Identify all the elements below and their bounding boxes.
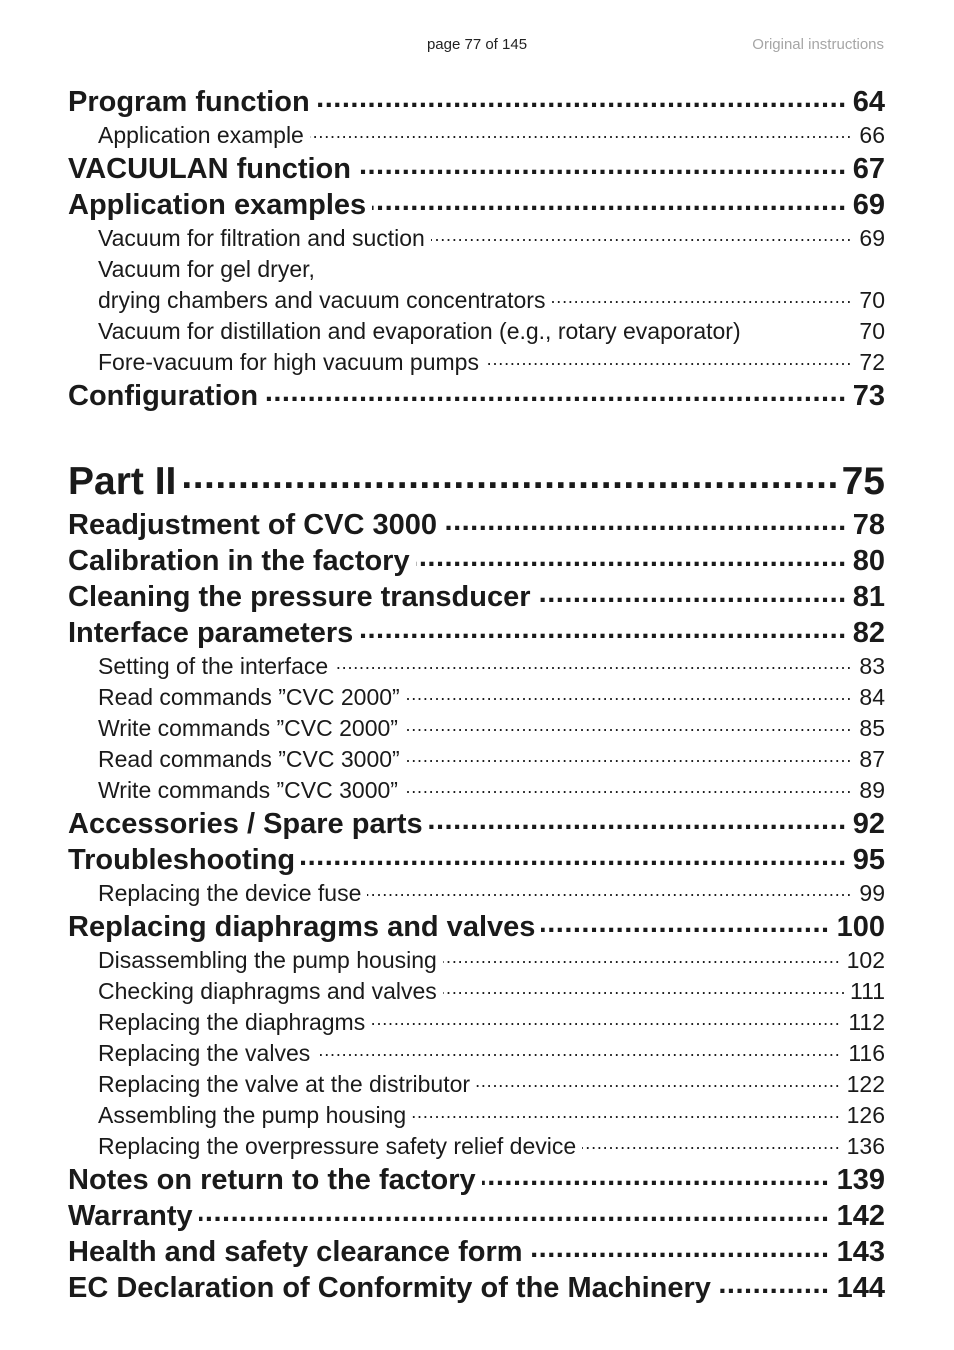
toc-entry-page: 69 [853,223,885,254]
toc-entry[interactable] [68,615,885,651]
toc-entry-page: 64 [847,84,885,120]
toc-entry[interactable] [68,842,885,878]
toc-entry-title: Replacing the diaphragms [98,1007,371,1038]
toc-entry-page: 70 [859,316,885,347]
toc-entry-page: 81 [847,579,885,615]
toc-entry[interactable] [68,1270,885,1306]
toc-subentry[interactable] [68,316,885,347]
toc-entry-title: Notes on return to the factory [68,1162,482,1198]
toc-entry-page: 72 [853,347,885,378]
toc-subentry[interactable] [68,285,885,316]
toc-entry-page: 85 [853,713,885,744]
toc-entry-page: 102 [841,945,885,976]
toc-entry-title: Troubleshooting [68,842,301,878]
toc-entry-page: 75 [836,457,885,507]
toc-entry-title: Vacuum for filtration and suction [98,223,431,254]
toc-entry-title: Read commands ”CVC 3000” [98,744,406,775]
toc-entry-title: Write commands ”CVC 3000” [98,775,404,806]
toc-entry[interactable] [68,187,885,223]
toc-entry-page: 78 [847,507,885,543]
toc-entry-title: VACUULAN function [68,151,357,187]
toc-entry[interactable] [68,84,885,120]
toc-subentry[interactable] [68,347,885,378]
toc-entry-title: Calibration in the factory [68,543,416,579]
toc-subentry[interactable] [68,744,885,775]
toc-entry-title: Disassembling the pump housing [98,945,443,976]
toc-entry-title: Part II [68,457,182,507]
toc-entry-page: 92 [847,806,885,842]
toc-subentry[interactable] [68,775,885,806]
toc-entry-title: Replacing the device fuse [98,878,367,909]
toc-entry-page: 66 [853,120,885,151]
toc-entry-title: Application examples [68,187,372,223]
toc-entry[interactable] [68,543,885,579]
toc-entry-page: 99 [853,878,885,909]
toc-entry[interactable] [68,378,885,414]
toc-entry-title: Write commands ”CVC 2000” [98,713,404,744]
toc-entry[interactable] [68,1234,885,1270]
toc-subentry[interactable] [68,1069,885,1100]
toc-entry-page: 136 [841,1131,885,1162]
toc-entry-title: Replacing the valve at the distributor [98,1069,476,1100]
toc-entry-page: 126 [841,1100,885,1131]
toc-entry[interactable] [68,507,885,543]
toc-entry-page: 80 [847,543,885,579]
toc-entry-page: 84 [853,682,885,713]
toc-entry-page: 112 [842,1007,885,1038]
toc-entry-page: 82 [847,615,885,651]
toc-entry-title: Checking diaphragms and valves [98,976,443,1007]
toc-entry-page: 142 [831,1198,885,1234]
toc-entry-page: 139 [831,1162,885,1198]
toc-entry-title: Cleaning the pressure transducer [68,579,537,615]
toc-entry-title: Replacing the valves [98,1038,316,1069]
toc-entry-title: Assembling the pump housing [98,1100,412,1131]
toc-entry-title: Health and safety clearance form [68,1234,529,1270]
part-spacer [68,414,885,457]
toc-entry-page: 95 [847,842,885,878]
toc-entry-title: Configuration [68,378,264,414]
toc-subentry[interactable] [68,1038,885,1069]
toc-entry[interactable] [68,1198,885,1234]
toc-subentry[interactable] [68,651,885,682]
toc-subentry[interactable] [68,1100,885,1131]
table-of-contents [68,84,885,1306]
toc-entry-page: 67 [847,151,885,187]
toc-entry-title: Fore-vacuum for high vacuum pumps [98,347,485,378]
toc-entry-page: 116 [842,1038,885,1069]
toc-entry-page: 69 [847,187,885,223]
toc-subentry[interactable] [68,1007,885,1038]
toc-entry-title: Readjustment of CVC 3000 [68,507,443,543]
toc-entry[interactable] [68,909,885,945]
toc-subentry[interactable] [68,120,885,151]
toc-entry-page: 144 [831,1270,885,1306]
toc-entry-page: 122 [841,1069,885,1100]
toc-subentry[interactable] [68,223,885,254]
page-number-label: page 77 of 145 [426,36,528,53]
toc-subentry[interactable] [68,976,885,1007]
toc-entry-page: 89 [853,775,885,806]
document-type-label: Original instructions [752,36,884,53]
toc-entry-title: Warranty [68,1198,199,1234]
toc-entry-title: Interface parameters [68,615,359,651]
toc-entry-title: Application example [98,120,310,151]
toc-entry[interactable] [68,806,885,842]
toc-entry-page: 70 [853,285,885,316]
toc-entry-page: 83 [853,651,885,682]
toc-entry-title: Program function [68,84,316,120]
toc-entry-title: drying chambers and vacuum concentrators [98,285,551,316]
toc-entry[interactable] [68,579,885,615]
toc-entry-title: EC Declaration of Conformity of the Machinery [68,1270,717,1306]
toc-subentry[interactable] [68,945,885,976]
toc-entry-title: Setting of the interface [98,651,334,682]
toc-entry-page: 87 [853,744,885,775]
toc-entry-title: Replacing diaphragms and valves [68,909,541,945]
toc-subentry[interactable] [68,713,885,744]
toc-entry-title: Read commands ”CVC 2000” [98,682,406,713]
toc-entry-title: Accessories / Spare parts [68,806,429,842]
toc-subentry-first-line[interactable]: Vacuum for gel dryer, [98,256,315,282]
toc-part-heading[interactable] [68,457,885,507]
toc-subentry[interactable] [68,1131,885,1162]
toc-entry-page: 111 [844,976,885,1007]
toc-entry-title: Replacing the overpressure safety relief device [98,1131,582,1162]
toc-entry-page: 73 [847,378,885,414]
toc-subentry[interactable] [68,682,885,713]
toc-entry-page: 143 [831,1234,885,1270]
toc-entry[interactable] [68,1162,885,1198]
toc-subentry[interactable] [68,878,885,909]
toc-entry-page: 100 [831,909,885,945]
toc-entry-title: Vacuum for distillation and evaporation (e.g., rotary evaporator) [98,316,747,347]
toc-entry[interactable] [68,151,885,187]
